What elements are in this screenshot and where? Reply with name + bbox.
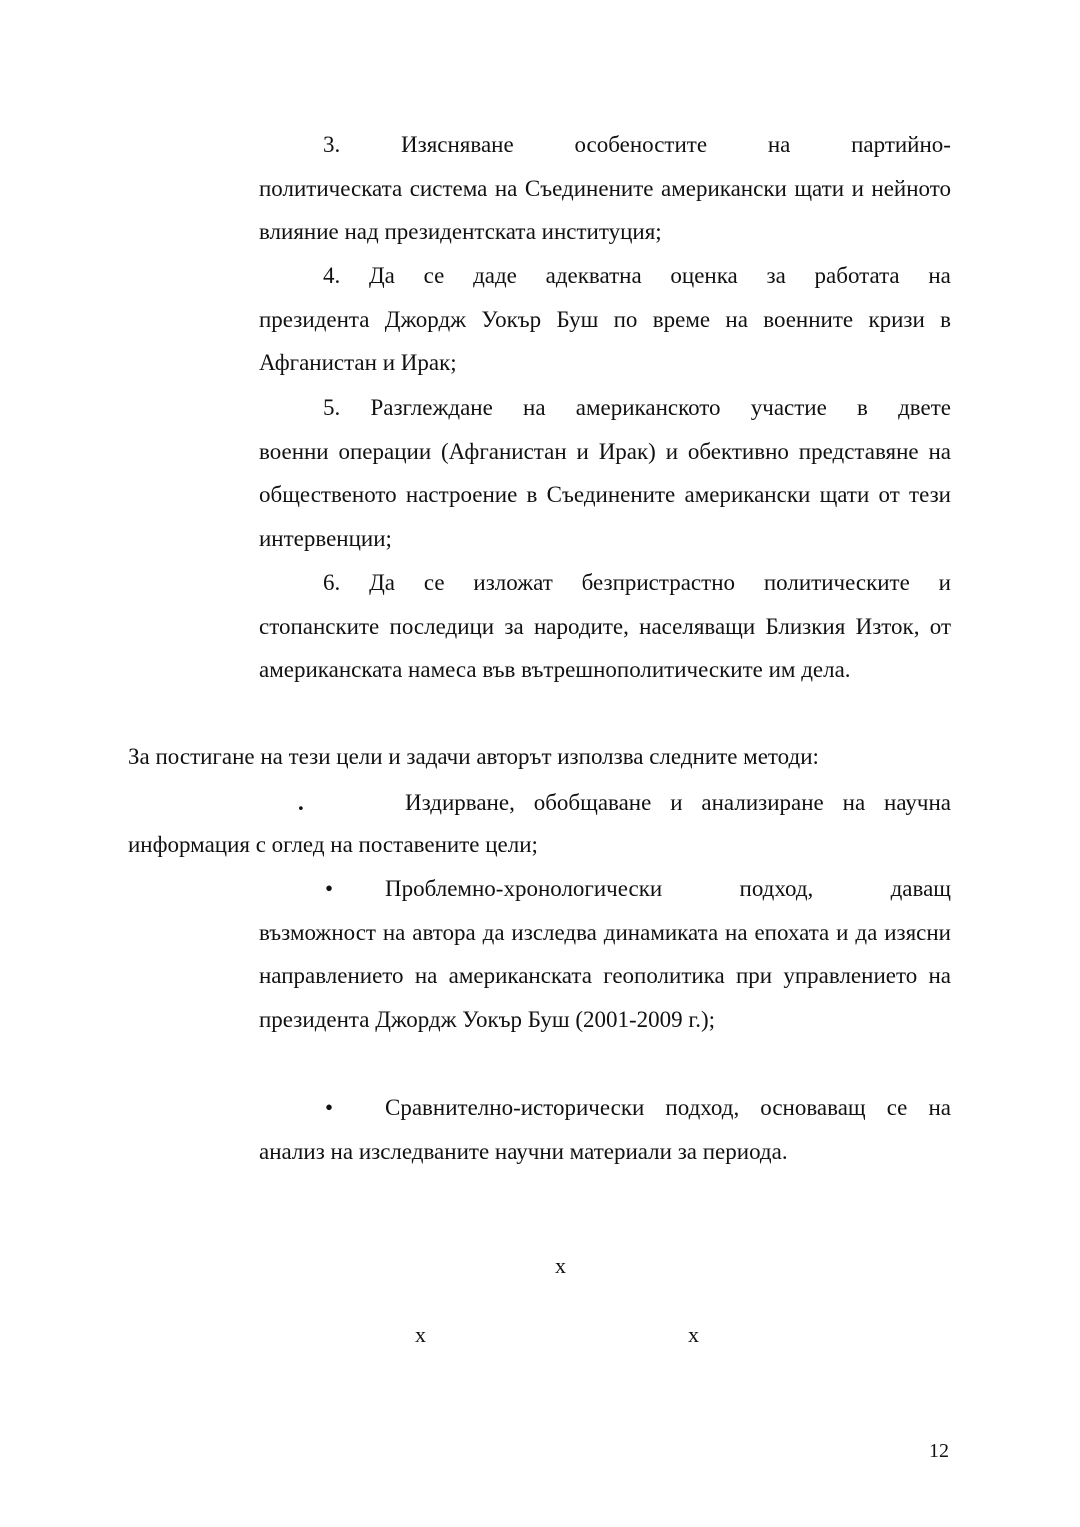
word: подход,: [739, 876, 814, 901]
method-1-text-line-1: Издирване, обобщаване и анализиране на научна: [405, 790, 951, 815]
method-1-text-line-2: информация с оглед на поставените цели;: [128, 832, 538, 857]
method-3-text-line-1: Сравнително-исторически подход, основаващ се на: [385, 1095, 951, 1120]
list-item-6: [259, 561, 951, 692]
word: на: [928, 263, 951, 288]
method-3-text: анализ на изследваните научни материали за периода.: [259, 1138, 788, 1164]
word: американското: [575, 395, 721, 420]
word: адекватна: [545, 263, 642, 288]
word: Да: [369, 570, 395, 595]
word: двете: [898, 395, 951, 420]
word: особеностите: [574, 132, 708, 157]
bullet: •: [325, 876, 334, 901]
separator-mark-left: x: [415, 1322, 426, 1347]
method-1-bullet: .: [298, 790, 304, 815]
list-item-4-first-line: [259, 254, 951, 298]
word: за: [766, 263, 786, 288]
method-2: [259, 867, 951, 1041]
word: Изясняване: [401, 132, 514, 157]
method-3: [259, 1086, 951, 1173]
word: работата: [814, 263, 900, 288]
list-item-5-text: военни операции (Афганистан и Ирак) и обективно представяне на общественото настроение в Съединените американски щати от тези интервенции;: [259, 438, 951, 551]
method-2-lead: [259, 867, 662, 911]
word: оценка: [670, 263, 738, 288]
word: даде: [473, 263, 517, 288]
method-3-first-line: [259, 1086, 951, 1130]
word: Разглеждане: [370, 395, 493, 420]
word: и: [938, 570, 951, 595]
word: участие: [750, 395, 827, 420]
list-item-4: [259, 254, 951, 385]
list-item-4-text: президента Джордж Уокър Буш по време на военните кризи в Афганистан и Ирак;: [259, 306, 951, 375]
method-2-first-line: [259, 867, 951, 911]
separator-mark-right: x: [688, 1322, 699, 1347]
list-item-6-text: стопанските последици за народите, населяващи Близкия Изток, от американската намеса във вътрешнополитическите им дела.: [259, 613, 951, 682]
list-item-3: [259, 123, 951, 254]
bullet: •: [325, 1095, 334, 1120]
word: в: [857, 395, 868, 420]
methods-intro: За постигане на тези цели и задачи авторът използва следните методи:: [128, 744, 819, 769]
list-item-6-first-line: [259, 561, 951, 605]
item-number: 5.: [323, 395, 341, 420]
word: даващ: [890, 876, 951, 901]
word: безпристрастно: [581, 570, 736, 595]
list-item-5: [259, 386, 951, 560]
separator-mark-top: x: [555, 1253, 566, 1278]
word: партийно-: [851, 132, 951, 157]
item-number: 4.: [323, 263, 341, 288]
list-item-3-first-line: [259, 123, 951, 167]
method-2-text: възможност на автора да изследва динамиката на епохата и да изясни направлението на американската геополитика при управлението на президента Джордж Уокър Буш (2001-2009 г.);: [259, 919, 951, 1032]
method-1-first-line: [405, 781, 951, 825]
word: се: [423, 263, 445, 288]
list-item-3-text: политическата система на Съединените американски щати и нейното влияние над президентската институция;: [259, 175, 951, 244]
word: Проблемно-хронологически: [385, 876, 663, 901]
word: изложат: [473, 570, 553, 595]
word: на: [523, 395, 546, 420]
word: политическите: [763, 570, 910, 595]
list-item-5-first-line: [259, 386, 951, 430]
word: Да: [368, 263, 395, 288]
word: се: [423, 570, 445, 595]
item-number: 6.: [323, 570, 341, 595]
word: на: [767, 132, 791, 157]
page-number: 12: [929, 1440, 949, 1462]
item-number: 3.: [323, 132, 341, 157]
